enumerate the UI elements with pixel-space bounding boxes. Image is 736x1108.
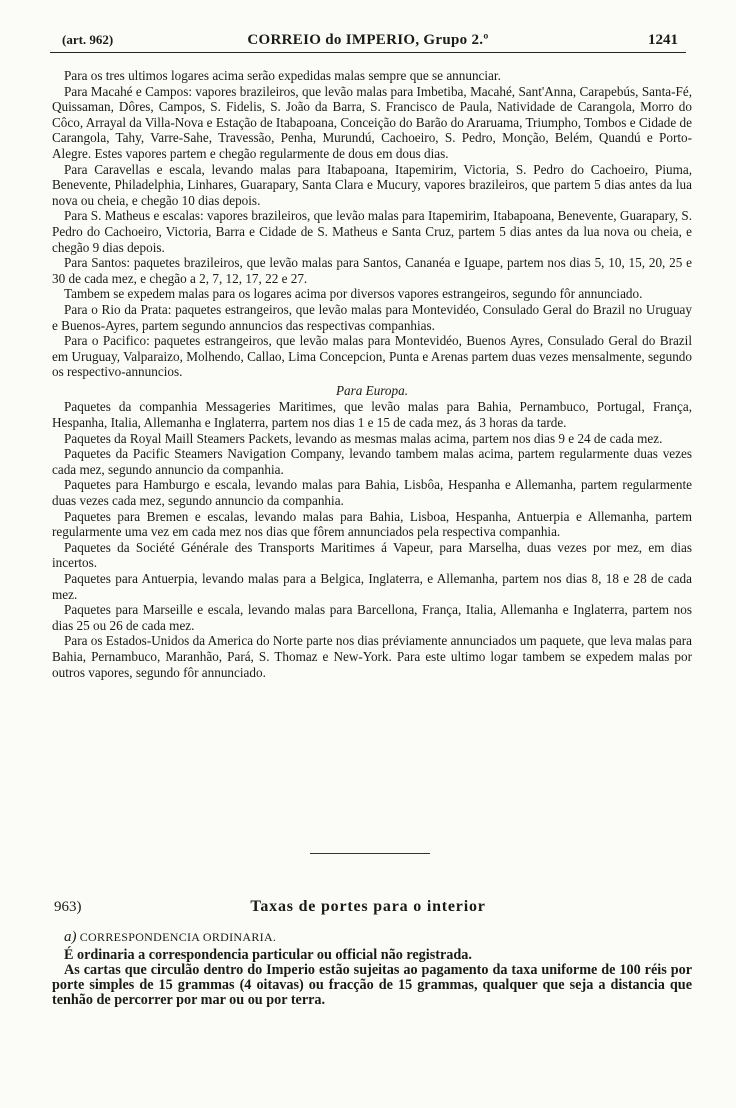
section-divider bbox=[310, 853, 430, 854]
subsection-label: a) bbox=[64, 929, 77, 945]
paragraph: Para o Pacifico: paquetes estrangeiros, que levão malas para Montevidéo, Buenos Ayres, Consulado Geral do Brazil em Uruguay, Valparaizo, Molhendo, Callao, Lima Concepcion, Punta e Arenas partem duas vezes mensalmente, segundo os respectivo-annuncios. bbox=[52, 333, 692, 380]
article-ref: (art. 962) bbox=[62, 32, 114, 47]
paragraph: Paquetes da Société Générale des Transports Maritimes á Vapeur, para Marselha, duas vezes por mez, em dias incertos. bbox=[52, 539, 692, 571]
paragraph: Para os Estados-Unidos da America do Norte parte nos dias préviamente annunciados um paquete, que leva malas para Bahia, Pernambuco, Maranhão, Pará, S. Thomaz e New-York. Para este ultimo logar tambem se expedem malas por outros vapores, segundo fôr annunciado. bbox=[52, 633, 692, 680]
paragraph: Paquetes para Antuerpia, levando malas para a Belgica, Inglaterra, e Allemanha, partem nos dias 8, 18 e 28 de cada mez. bbox=[52, 571, 692, 602]
paragraph: Para Caravellas e escala, levando malas para Itabapoana, Itapemirim, Victoria, S. Pedro do Cachoeiro, Piuma, Benevente, Philadelphia, Linhares, Guarapary, Santa Clara e Mucury, vapores brazileiros, que partem 5 dias antes da lua nova ou cheia, e chegão 10 dias depois. bbox=[52, 161, 692, 208]
paragraph: Para Santos: paquetes brazileiros, que levão malas para Santos, Cananéa e Iguape, partem nos dias 5, 10, 15, 20, 25 e 30 de cada mez, e chegão a 2, 7, 12, 17, 22 e 27. bbox=[52, 255, 692, 286]
paragraph: Tambem se expedem malas para os logares acima por diversos vapores estrangeiros, segundo fôr annunciado. bbox=[64, 286, 643, 302]
paragraph: Paquetes da Pacific Steamers Navigation Company, levando tambem malas acima, partem regularmente duas vezes cada mez, segundo annuncio da companhia. bbox=[52, 446, 692, 477]
paragraph: Paquetes da Royal Maill Steamers Packets, levando as mesmas malas acima, partem nos dias 9 e 24 de cada mez. bbox=[64, 430, 663, 446]
section-title: Taxas de portes para o interior bbox=[250, 898, 486, 915]
section-963-body bbox=[52, 948, 692, 1008]
section-number: 963) bbox=[54, 899, 82, 915]
paragraph: É ordinaria a correspondencia particular ou official não registrada. bbox=[64, 947, 472, 963]
paragraph: Paquetes da companhia Messageries Maritimes, que levão malas para Bahia, Pernambuco, Portugal, França, Hespanha, Italia, Allemanha e Inglaterra, partem nos dias 1 e 15 de cada mez, ás 3 horas da tarde. bbox=[52, 399, 692, 431]
paragraph: Para Macahé e Campos: vapores brazileiros, que levão malas para Imbetiba, Macahé, Sant'Anna, Carapebús, Santa-Fé, Quissaman, Dôres, Campos, S. Fidelis, S. João da Barra, S. Francisco de Paula, Natividade de Carangola, Morro do Côco, Arrayal da Villa-Nova e Estação de Itabapoana, Conceição do Barão do Araruama, Triumpho, Tombos e Cidade de Carangola, Tahy, Varre-Sahe, Travessão, Penha, Murundú, Cachoeiro, S. Pedro, Monção, Belém, Quandú e Porto-Alegre. Estes vapores partem e chegão regularmente de dous em dous dias. bbox=[52, 83, 692, 161]
section-heading-europa: Para Europa. bbox=[335, 382, 409, 398]
page-header bbox=[50, 30, 686, 53]
paragraph: Paquetes para Bremen e escalas, levando malas para Bahia, Lisboa, Hespanha, Antuerpia e Allemanha, partem regularmente uma vez em cada mez nos dias que fôrem annunciados pela respectiva companhia. bbox=[52, 508, 692, 540]
running-title: CORREIO do IMPERIO, Grupo 2.º bbox=[247, 32, 489, 48]
subsection-text: CORRESPONDENCIA ORDINARIA. bbox=[79, 930, 277, 944]
paragraph: Paquetes para Marseille e escala, levando malas para Barcellona, França, Italia, Allemanha e Inglaterra, partem nos dias 25 ou 26 de cada mez. bbox=[52, 602, 692, 633]
page-number: 1241 bbox=[648, 32, 678, 48]
paragraph: Para os tres ultimos logares acima serão expedidas malas sempre que se annunciar. bbox=[64, 68, 501, 83]
main-body bbox=[52, 68, 692, 680]
subsection-heading bbox=[64, 929, 276, 946]
paragraph: Para S. Matheus e escalas: vapores brazileiros, que levão malas para Itapemirim, Itabapoana, Benevente, Guarapary, S. Pedro do Cachoeiro, Victoria, Barra e Cidade de S. Matheus e Santa Cruz, partem 5 dias antes da lua nova ou cheia, e chegão 9 dias depois. bbox=[52, 208, 692, 255]
paragraph: As cartas que circulão dentro do Imperio estão sujeitas ao pagamento da taxa uniforme de 100 réis por porte simples de 15 grammas (4 oitavas) ou fracção de 15 grammas, qualquer que seja a distancia que tenhão de percorrer por mar ou ou por terra. bbox=[52, 962, 692, 1008]
paragraph: Para o Rio da Prata: paquetes estrangeiros, que levão malas para Montevidéo, Consulado Geral do Brazil no Uruguay e Buenos-Ayres, partem segundo annuncios das respectivas companhias. bbox=[52, 301, 692, 333]
paragraph: Paquetes para Hamburgo e escala, levando malas para Bahia, Lisbôa, Hespanha e Allemanha, partem regularmente duas vezes cada mez, segundo annuncio da companhia. bbox=[52, 477, 692, 509]
